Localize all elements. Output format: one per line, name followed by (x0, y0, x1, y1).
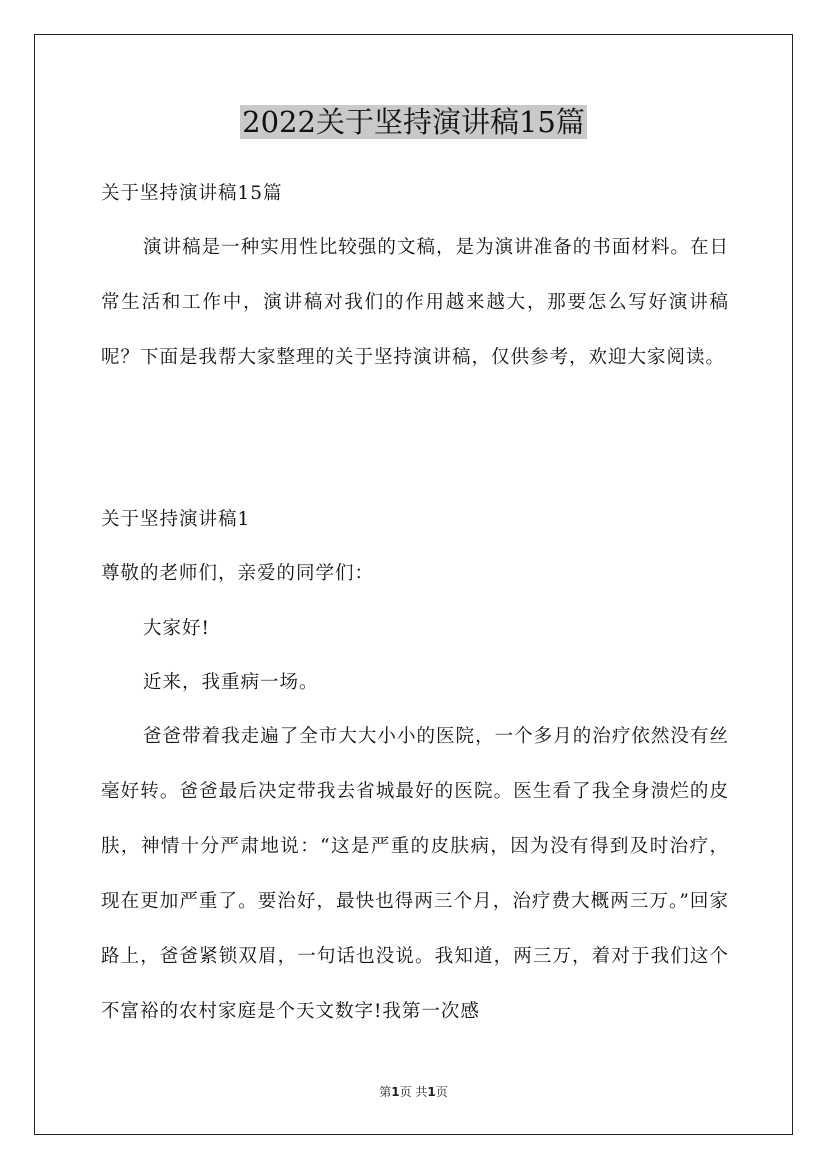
body-paragraph-1: 近来，我重病一场。 (143, 672, 319, 693)
document-subtitle: 关于坚持演讲稿15篇 (101, 183, 283, 204)
intro-paragraph: 演讲稿是一种实用性比较强的文稿，是为演讲准备的书面材料。在日常生活和工作中，演讲稿对我们的作用越来越大，那要怎么写好演讲稿呢？下面是我帮大家整理的关于坚持演讲稿，仅供参考，欢迎大家阅读。 (101, 237, 729, 368)
footer-page-mid: 页 共 (399, 1085, 428, 1099)
document-title-text: 2022关于坚持演讲稿15篇 (242, 105, 585, 139)
page-footer (0, 1083, 827, 1101)
footer-page-suffix: 页 (435, 1085, 448, 1099)
body-paragraph-2: 爸爸带着我走遍了全市大大小小的医院，一个多月的治疗依然没有丝毫好转。爸爸最后决定带我去省城最好的医院。医生看了我全身溃烂的皮肤，神情十分严肃地说：“这是严重的皮肤病，因为没有得到及时治疗，现在更加严重了。要治好，最快也得两三个月，治疗费大概两三万。”回家路上，爸爸紧锁双眉，一句话也没说。我知道，两三万，着对于我们这个不富裕的农村家庭是个天文数字!我第一次感 (101, 726, 729, 1022)
section-heading: 关于坚持演讲稿1 (101, 509, 251, 530)
footer-page-prefix: 第 (379, 1085, 392, 1099)
greeting-line: 大家好! (143, 618, 210, 639)
salutation-line: 尊敬的老师们，亲爱的同学们： (101, 563, 375, 584)
document-title (0, 100, 827, 144)
footer-page-number: 1 (391, 1085, 400, 1099)
footer-total-pages: 1 (427, 1085, 436, 1099)
